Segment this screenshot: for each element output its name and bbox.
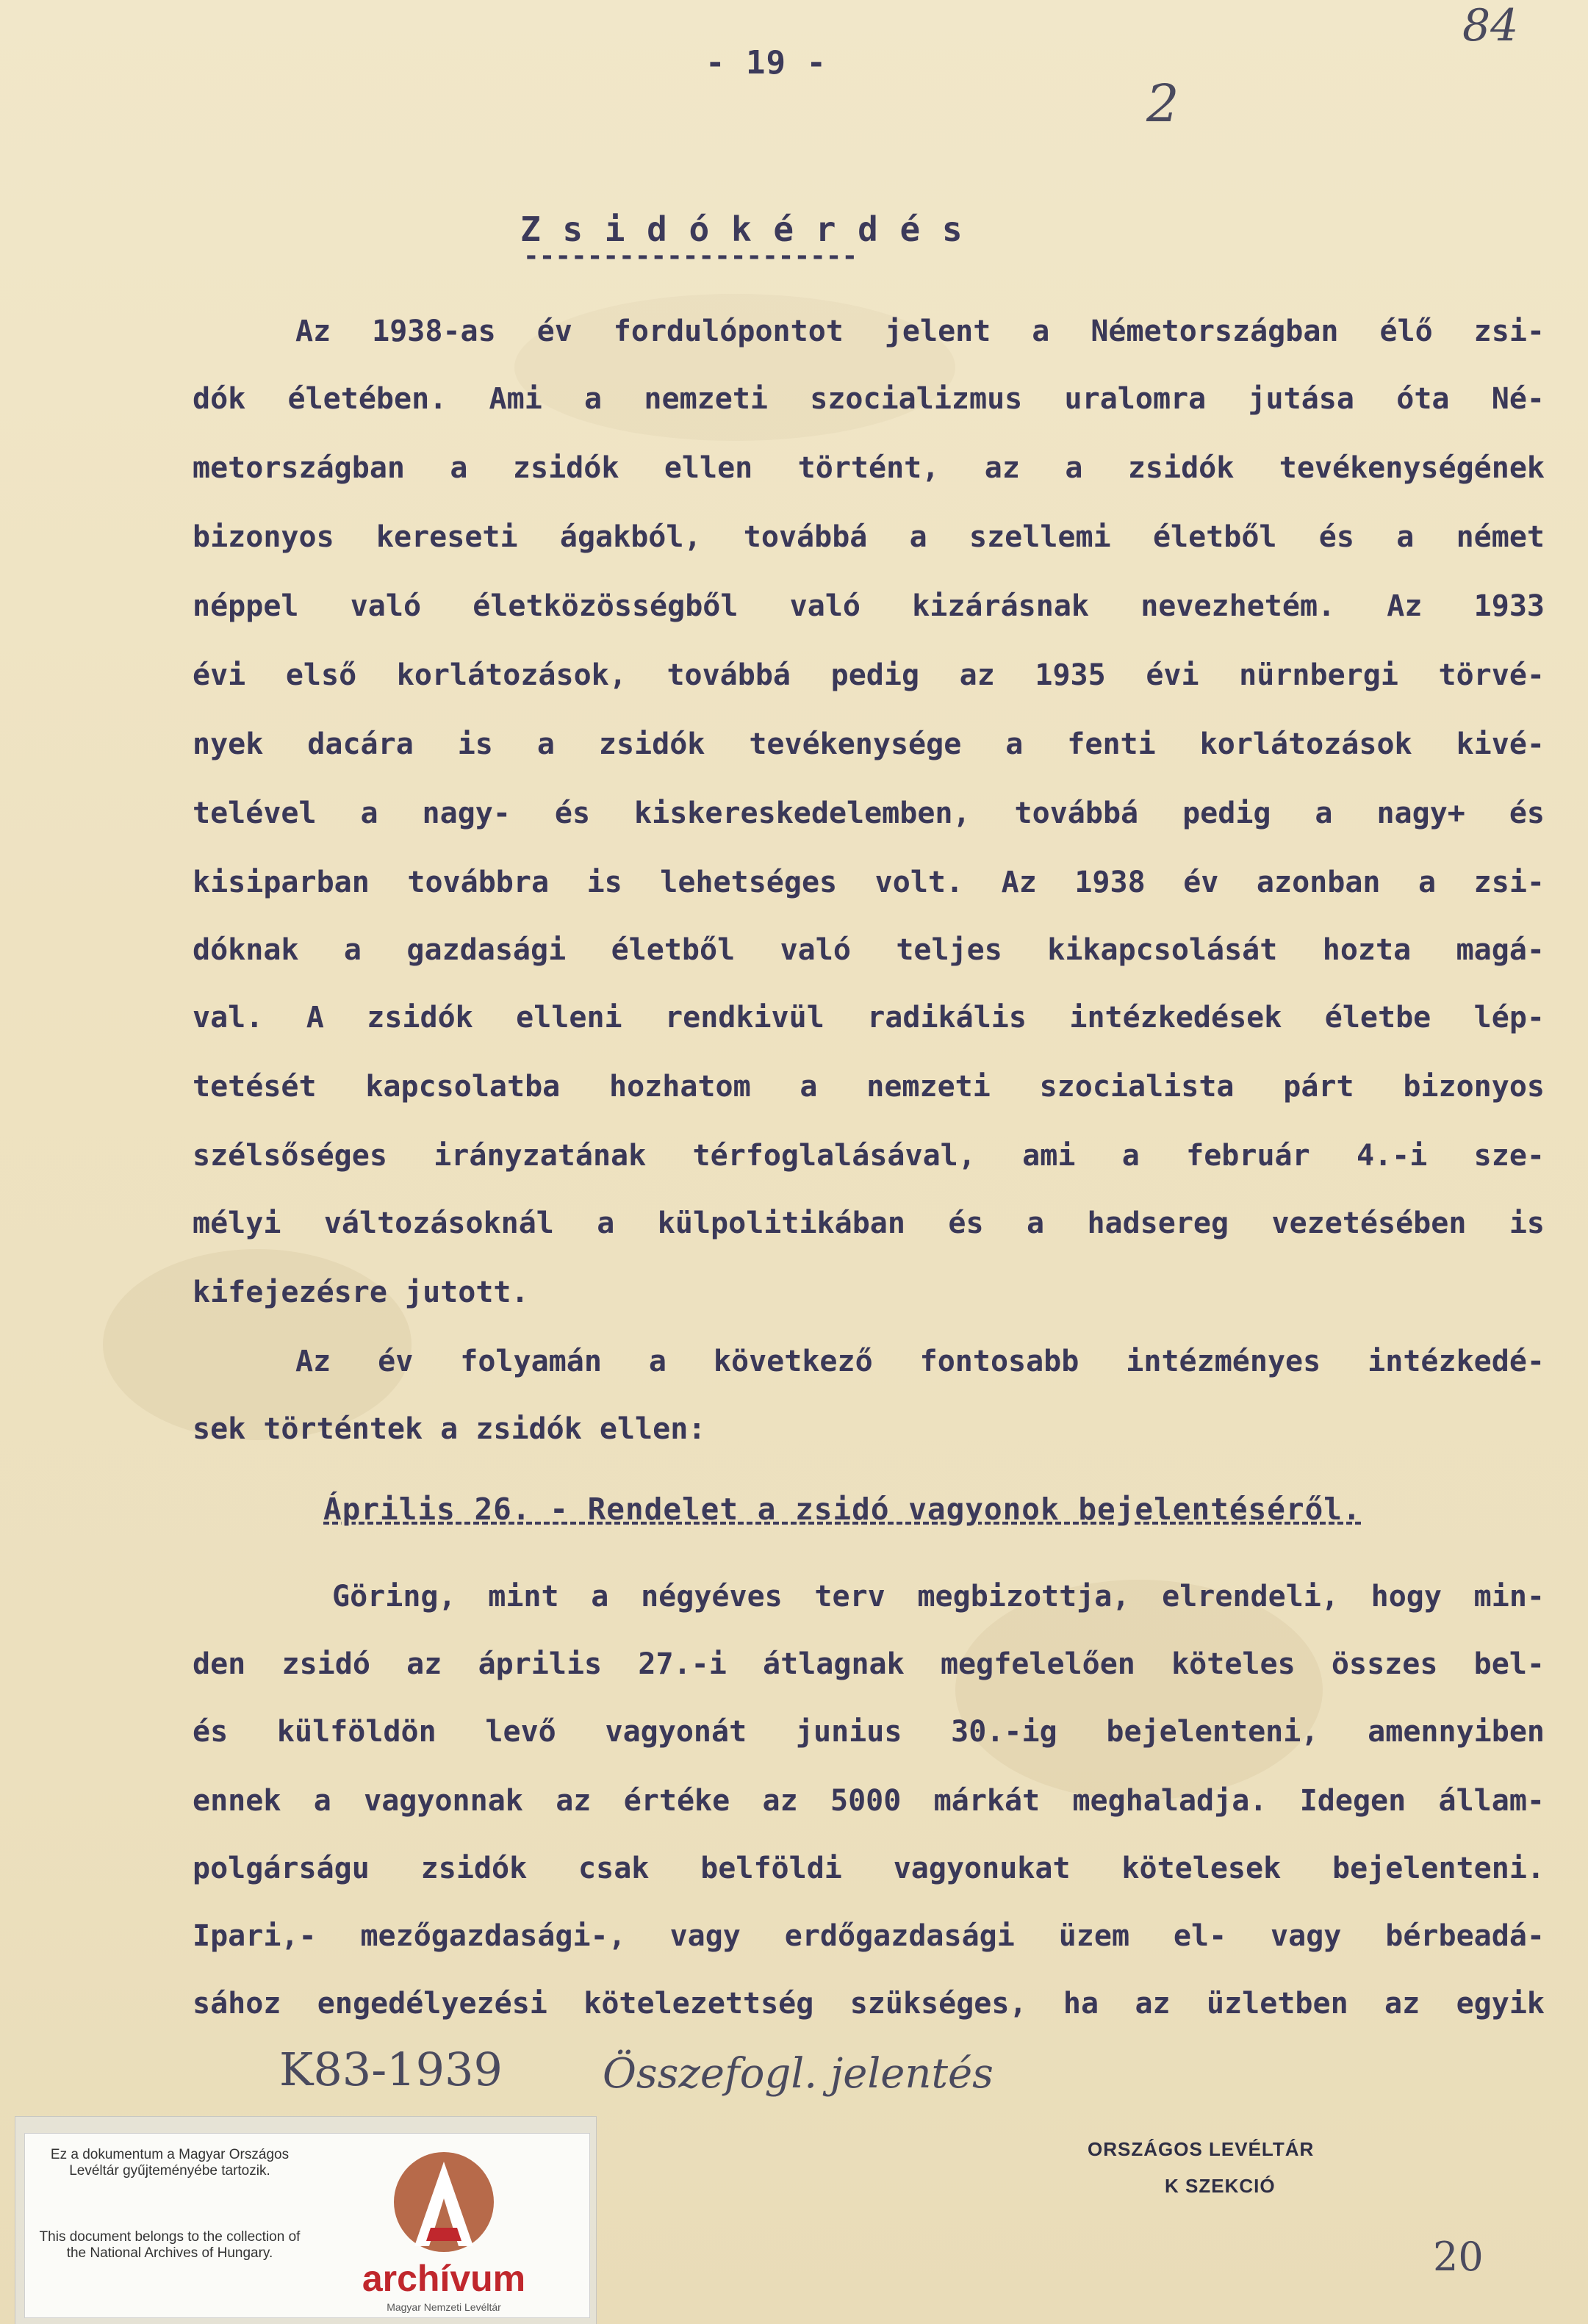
page-number: - 19 - — [705, 44, 827, 82]
text-line: kifejezésre jutott. — [193, 1276, 529, 1309]
text-line: ennek a vagyonnak az értéke az 5000 márkát meghaladja. Idegen állam- — [193, 1784, 1545, 1818]
text-line: polgárságu zsidók csak belföldi vagyonukat kötelesek bejelenteni. — [193, 1852, 1545, 1885]
text-line: telével a nagy- és kiskereskedelemben, továbbá pedig a nagy+ és — [193, 796, 1545, 830]
archive-brand-sub: Magyar Nemzeti Levéltár — [387, 2301, 501, 2313]
text-line: Ipari,- mezőgazdasági-, vagy erdőgazdasági üzem el- vagy bérbeadá- — [193, 1919, 1545, 1953]
sticker-english-text: This document belongs to the collection of the National Archives of Hungary. — [39, 2229, 301, 2261]
archive-logo-icon — [385, 2147, 503, 2257]
text-line: sek történtek a zsidók ellen: — [193, 1412, 706, 1446]
title-underline: --------------------- — [523, 241, 858, 271]
text-line: den zsidó az április 27.-i átlagnak megfelelően köteles összes bel- — [193, 1647, 1545, 1681]
corner-mark: 84 — [1462, 0, 1519, 51]
corner-mark-2: 2 — [1146, 73, 1179, 134]
text-line: mélyi változásoknál a külpolitikában és a hadsereg vezetésében is — [193, 1206, 1545, 1240]
archive-sticker — [15, 2116, 597, 2324]
text-line: Az 1938-as év fordulópontot jelent a Németországban élő zsi- — [295, 314, 1545, 348]
text-line: tetését kapcsolatba hozhatom a nemzeti szocialista párt bizonyos — [193, 1070, 1545, 1104]
text-line: metországban a zsidók ellen történt, az a zsidók tevékenységének — [193, 451, 1545, 485]
text-line: néppel való életközösségből való kizárásnak nevezhetém. Az 1933 — [193, 589, 1545, 623]
handwritten-reference: K83-1939 — [279, 2043, 503, 2096]
archive-stamp-line1: ORSZÁGOS LEVÉLTÁR — [1088, 2138, 1315, 2160]
subheading: Április 26. - Rendelet a zsidó vagyonok bejelentéséről. — [323, 1492, 1362, 1527]
text-line: sához engedélyezési kötelezettség szükséges, ha az üzletben az egyik — [193, 1987, 1545, 2021]
text-line: val. A zsidók elleni rendkivül radikális intézkedések életbe lép- — [193, 1001, 1545, 1035]
document-title: Z s i d ó k é r d é s — [520, 209, 963, 249]
text-line: Göring, mint a négyéves terv megbizottja, elrendeli, hogy min- — [332, 1580, 1545, 1614]
bottom-page-number: 20 — [1433, 2234, 1484, 2280]
archive-stamp-line2: K SZEKCIÓ — [1165, 2175, 1276, 2197]
archive-brand: archívum — [362, 2258, 526, 2299]
text-line: dók életében. Ami a nemzeti szocializmus uralomra jutása óta Né- — [193, 382, 1545, 416]
text-line: és külföldön levő vagyonát junius 30.-ig bejelenteni, amennyiben — [193, 1715, 1545, 1749]
text-line: dóknak a gazdasági életből való teljes kikapcsolását hozta magá- — [193, 933, 1545, 967]
handwritten-note: Összefogl. jelentés — [603, 2050, 994, 2098]
text-line: bizonyos kereseti ágakból, továbbá a szellemi életből és a német — [193, 520, 1545, 554]
text-line: kisiparban továbbra is lehetséges volt. Az 1938 év azonban a zsi- — [193, 866, 1545, 899]
text-line: Az év folyamán a következő fontosabb intézményes intézkedé- — [295, 1345, 1545, 1378]
text-line: szélsőséges irányzatának térfoglalásával, ami a február 4.-i sze- — [193, 1139, 1545, 1173]
text-line: évi első korlátozások, továbbá pedig az 1935 évi nürnbergi törvé- — [193, 658, 1545, 692]
sticker-hungarian-text: Ez a dokumentum a Magyar Országos Levéltár gyűjteményébe tartozik. — [50, 2147, 290, 2179]
text-line: nyek dacára is a zsidók tevékenysége a fenti korlátozások kivé- — [193, 727, 1545, 761]
